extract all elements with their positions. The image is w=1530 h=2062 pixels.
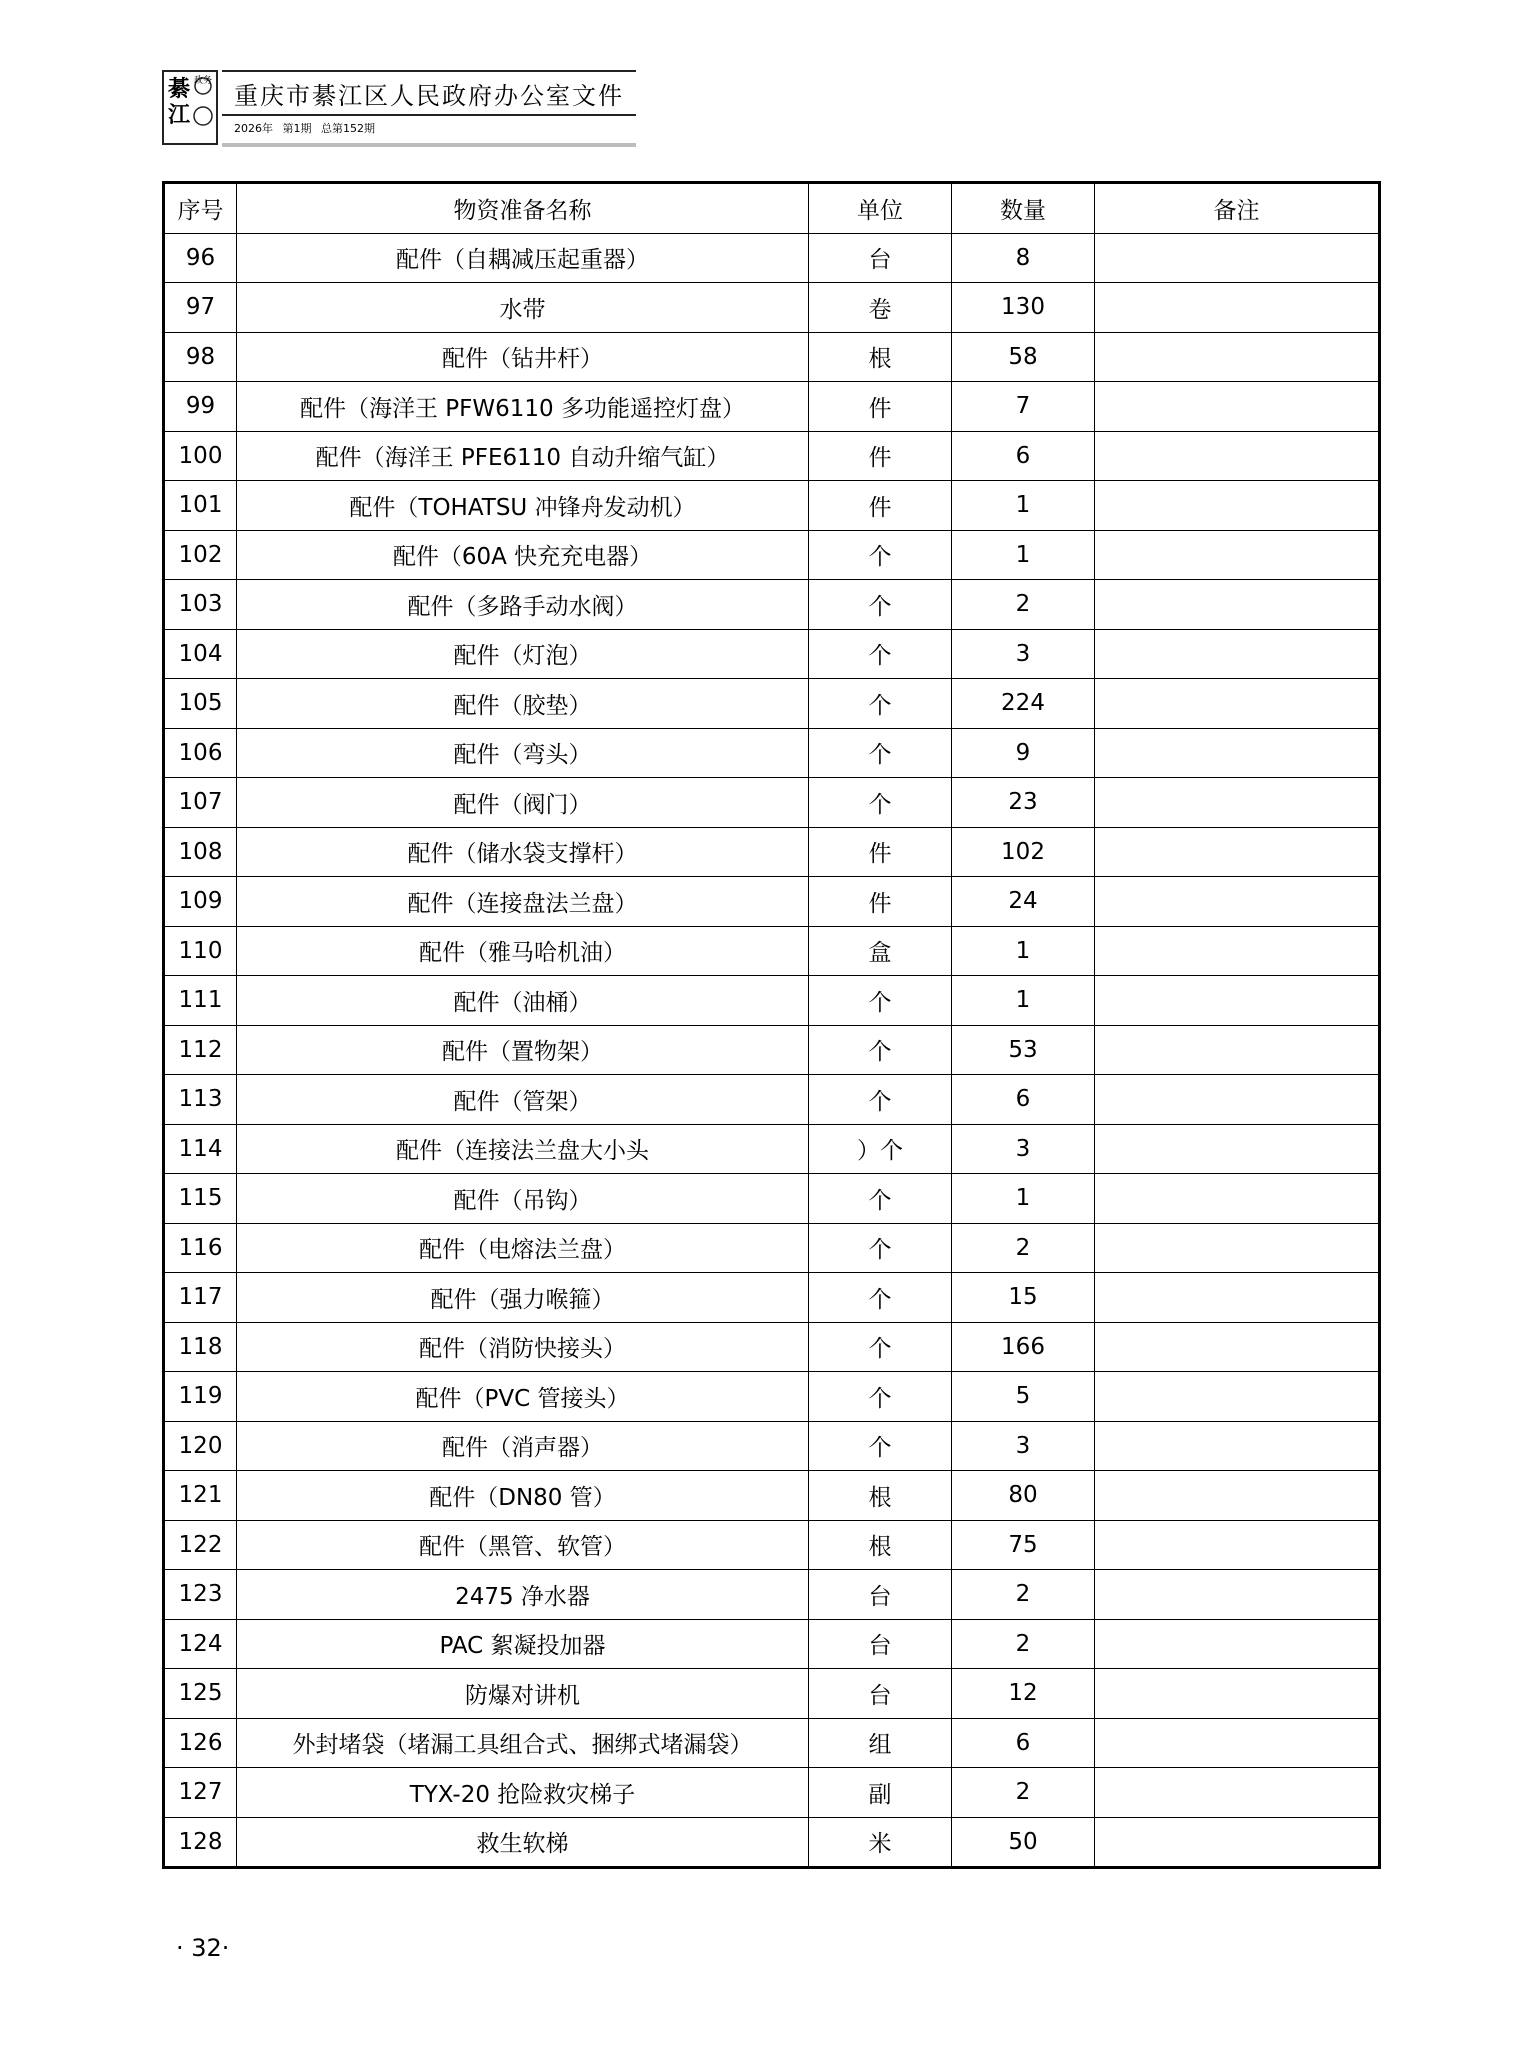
table-row [164,1817,1380,1868]
cell-remarks [1095,1619,1380,1669]
cell-serial-no: 119 [164,1372,237,1422]
cell-unit: 组 [809,1718,952,1768]
table-row [164,1372,1380,1422]
table-row [164,1669,1380,1719]
cell-unit: 台 [809,1570,952,1620]
cell-material-name: 配件（海洋王 PFW6110 多功能遥控灯盘） [237,382,809,432]
page-number: · 32· [176,1934,230,1962]
header-material-name: 物资准备名称 [237,183,809,234]
cell-unit: 个 [809,1223,952,1273]
cell-material-name: 配件（油桶） [237,976,809,1026]
cell-quantity: 15 [952,1273,1095,1323]
cell-quantity: 75 [952,1520,1095,1570]
cell-serial-no: 113 [164,1075,237,1125]
cell-remarks [1095,382,1380,432]
cell-unit: 卷 [809,283,952,333]
table-row [164,1124,1380,1174]
qijiang-logo [162,70,218,145]
cell-material-name: 配件（消防快接头） [237,1322,809,1372]
cell-remarks [1095,233,1380,283]
cell-unit: 个 [809,580,952,630]
table-row [164,877,1380,927]
cell-material-name: 2475 净水器 [237,1570,809,1620]
cell-serial-no: 122 [164,1520,237,1570]
table-row [164,1025,1380,1075]
cell-unit: 台 [809,1619,952,1669]
cell-remarks [1095,1322,1380,1372]
cell-remarks [1095,1025,1380,1075]
cell-material-name: 配件（黑管、软管） [237,1520,809,1570]
cell-remarks [1095,1273,1380,1323]
cell-unit: 件 [809,382,952,432]
cell-unit: 台 [809,1669,952,1719]
cell-remarks [1095,926,1380,976]
cell-quantity: 166 [952,1322,1095,1372]
cell-material-name: 外封堵袋（堵漏工具组合式、捆绑式堵漏袋） [237,1718,809,1768]
cell-quantity: 1 [952,926,1095,976]
cell-material-name: 配件（管架） [237,1075,809,1125]
cell-unit: 件 [809,431,952,481]
cell-unit: 个 [809,1174,952,1224]
cell-unit: 个 [809,778,952,828]
cell-serial-no: 125 [164,1669,237,1719]
table-row [164,1273,1380,1323]
table-row [164,530,1380,580]
cell-remarks [1095,1372,1380,1422]
cell-quantity: 24 [952,877,1095,927]
cell-material-name: 配件（连接盘法兰盘） [237,877,809,927]
cell-quantity: 53 [952,1025,1095,1075]
table-row [164,1322,1380,1372]
cell-remarks [1095,629,1380,679]
table-row [164,1768,1380,1818]
cell-remarks [1095,1718,1380,1768]
cell-serial-no: 109 [164,877,237,927]
cell-quantity: 1 [952,1174,1095,1224]
cell-quantity: 2 [952,580,1095,630]
cell-quantity: 1 [952,976,1095,1026]
cell-quantity: 1 [952,481,1095,531]
cell-quantity: 50 [952,1817,1095,1868]
cell-serial-no: 102 [164,530,237,580]
document-title: 重庆市綦江区人民政府办公室文件 [234,82,624,110]
cell-material-name: 配件（强力喉箍） [237,1273,809,1323]
cell-unit: 副 [809,1768,952,1818]
cell-serial-no: 110 [164,926,237,976]
cell-unit: 台 [809,233,952,283]
cell-unit: 个 [809,1075,952,1125]
cell-serial-no: 126 [164,1718,237,1768]
cell-material-name: 配件（海洋王 PFE6110 自动升缩气缸） [237,431,809,481]
table-row [164,332,1380,382]
cell-remarks [1095,778,1380,828]
materials-table [162,181,1381,1869]
cell-remarks [1095,976,1380,1026]
cell-material-name: 配件（60A 快充充电器） [237,530,809,580]
cell-serial-no: 115 [164,1174,237,1224]
table-row [164,1075,1380,1125]
cell-serial-no: 98 [164,332,237,382]
cell-quantity: 2 [952,1768,1095,1818]
cell-unit: 个 [809,1322,952,1372]
cell-material-name: 配件（阀门） [237,778,809,828]
cell-quantity: 2 [952,1570,1095,1620]
cell-material-name: 配件（钻井杆） [237,332,809,382]
cell-quantity: 58 [952,332,1095,382]
header-unit: 单位 [809,183,952,234]
cell-remarks [1095,580,1380,630]
cell-quantity: 7 [952,382,1095,432]
cell-serial-no: 118 [164,1322,237,1372]
cell-material-name: 配件（吊钩） [237,1174,809,1224]
cell-quantity: 102 [952,827,1095,877]
cell-material-name: 配件（灯泡） [237,629,809,679]
cell-serial-no: 124 [164,1619,237,1669]
table-row [164,1421,1380,1471]
cell-material-name: 防爆对讲机 [237,1669,809,1719]
cell-material-name: 配件（胶垫） [237,679,809,729]
cell-remarks [1095,877,1380,927]
cell-unit: 盒 [809,926,952,976]
issue-year: 2026年 [234,122,273,135]
table-row [164,778,1380,828]
issue-info [234,120,381,136]
cell-material-name: 配件（DN80 管） [237,1471,809,1521]
cell-serial-no: 101 [164,481,237,531]
cell-remarks [1095,1817,1380,1868]
cell-remarks [1095,1075,1380,1125]
cell-remarks [1095,1570,1380,1620]
table-row [164,1471,1380,1521]
table-row [164,382,1380,432]
header-rule-bottom [222,143,636,147]
cell-quantity: 5 [952,1372,1095,1422]
cell-quantity: 6 [952,431,1095,481]
cell-unit: 根 [809,332,952,382]
table-row [164,1223,1380,1273]
cell-serial-no: 127 [164,1768,237,1818]
table-row [164,233,1380,283]
table-row [164,679,1380,729]
cell-unit: 个 [809,1421,952,1471]
cell-quantity: 9 [952,728,1095,778]
cell-serial-no: 123 [164,1570,237,1620]
cell-material-name: 救生软梯 [237,1817,809,1868]
cell-unit: 个 [809,1372,952,1422]
table-body [164,233,1380,1868]
cell-unit: 根 [809,1520,952,1570]
cell-material-name: 配件（弯头） [237,728,809,778]
table-row [164,1570,1380,1620]
table-row [164,1619,1380,1669]
cell-quantity: 224 [952,679,1095,729]
header-serial-no: 序号 [164,183,237,234]
table-header-row [164,183,1380,234]
cell-material-name: 水带 [237,283,809,333]
cell-quantity: 3 [952,1124,1095,1174]
issue-number: 第1期 [282,122,312,135]
cell-unit: 个 [809,679,952,729]
cell-serial-no: 120 [164,1421,237,1471]
logo-text: 綦江 [167,76,190,128]
cell-quantity: 1 [952,530,1095,580]
cell-remarks [1095,1520,1380,1570]
cell-material-name: 配件（消声器） [237,1421,809,1471]
cell-unit: 根 [809,1471,952,1521]
cell-serial-no: 108 [164,827,237,877]
cell-unit: ）个 [809,1124,952,1174]
cell-quantity: 2 [952,1223,1095,1273]
cell-unit: 个 [809,728,952,778]
cell-serial-no: 106 [164,728,237,778]
cell-unit: 件 [809,481,952,531]
cell-material-name: TYX-20 抢险救灾梯子 [237,1768,809,1818]
cell-serial-no: 117 [164,1273,237,1323]
cell-remarks [1095,1124,1380,1174]
cell-material-name: 配件（储水袋支撑杆） [237,827,809,877]
cell-quantity: 3 [952,629,1095,679]
cell-quantity: 3 [952,1421,1095,1471]
cell-material-name: 配件（多路手动水阀） [237,580,809,630]
cell-remarks [1095,679,1380,729]
cell-remarks [1095,1471,1380,1521]
cell-serial-no: 112 [164,1025,237,1075]
cell-material-name: 配件（置物架） [237,1025,809,1075]
cell-unit: 个 [809,629,952,679]
table-row [164,976,1380,1026]
cell-serial-no: 97 [164,283,237,333]
cell-unit: 件 [809,827,952,877]
cell-material-name: 配件（电熔法兰盘） [237,1223,809,1273]
cell-serial-no: 104 [164,629,237,679]
table-row [164,580,1380,630]
table-row [164,1520,1380,1570]
cell-quantity: 8 [952,233,1095,283]
cell-unit: 个 [809,530,952,580]
document-header [162,70,636,148]
cell-remarks [1095,1421,1380,1471]
cell-remarks [1095,827,1380,877]
cell-remarks [1095,431,1380,481]
table-row [164,1174,1380,1224]
cell-serial-no: 103 [164,580,237,630]
cell-remarks [1095,728,1380,778]
cell-serial-no: 121 [164,1471,237,1521]
cell-serial-no: 111 [164,976,237,1026]
cell-serial-no: 107 [164,778,237,828]
cell-serial-no: 116 [164,1223,237,1273]
cell-material-name: 配件（连接法兰盘大小头 [237,1124,809,1174]
table-row [164,431,1380,481]
cell-material-name: 配件（自耦减压起重器） [237,233,809,283]
header-quantity: 数量 [952,183,1095,234]
cell-serial-no: 100 [164,431,237,481]
cell-quantity: 6 [952,1718,1095,1768]
table-row [164,827,1380,877]
cell-unit: 个 [809,1273,952,1323]
cell-serial-no: 128 [164,1817,237,1868]
cell-unit: 米 [809,1817,952,1868]
cell-remarks [1095,1174,1380,1224]
cell-remarks [1095,332,1380,382]
cell-serial-no: 99 [164,382,237,432]
table-row [164,283,1380,333]
header-rule-middle [222,114,636,116]
cell-serial-no: 96 [164,233,237,283]
cell-material-name: PAC 絮凝投加器 [237,1619,809,1669]
cell-quantity: 2 [952,1619,1095,1669]
table-row [164,1718,1380,1768]
cell-remarks [1095,1768,1380,1818]
table-row [164,926,1380,976]
logo-subtext: 政务 [193,76,212,86]
cell-serial-no: 105 [164,679,237,729]
cell-remarks [1095,481,1380,531]
table-row [164,728,1380,778]
header-rule-top [222,70,636,72]
header-remarks: 备注 [1095,183,1380,234]
cell-serial-no: 114 [164,1124,237,1174]
cell-remarks [1095,283,1380,333]
cell-remarks [1095,1669,1380,1719]
cell-quantity: 12 [952,1669,1095,1719]
cell-quantity: 80 [952,1471,1095,1521]
cell-remarks [1095,530,1380,580]
cell-material-name: 配件（雅马哈机油） [237,926,809,976]
cell-unit: 个 [809,1025,952,1075]
cell-material-name: 配件（PVC 管接头） [237,1372,809,1422]
cell-unit: 个 [809,976,952,1026]
cell-material-name: 配件（TOHATSU 冲锋舟发动机） [237,481,809,531]
cell-quantity: 130 [952,283,1095,333]
cell-unit: 件 [809,877,952,927]
cell-remarks [1095,1223,1380,1273]
cell-quantity: 6 [952,1075,1095,1125]
table-row [164,481,1380,531]
cell-quantity: 23 [952,778,1095,828]
table-row [164,629,1380,679]
issue-total: 总第152期 [321,122,375,135]
